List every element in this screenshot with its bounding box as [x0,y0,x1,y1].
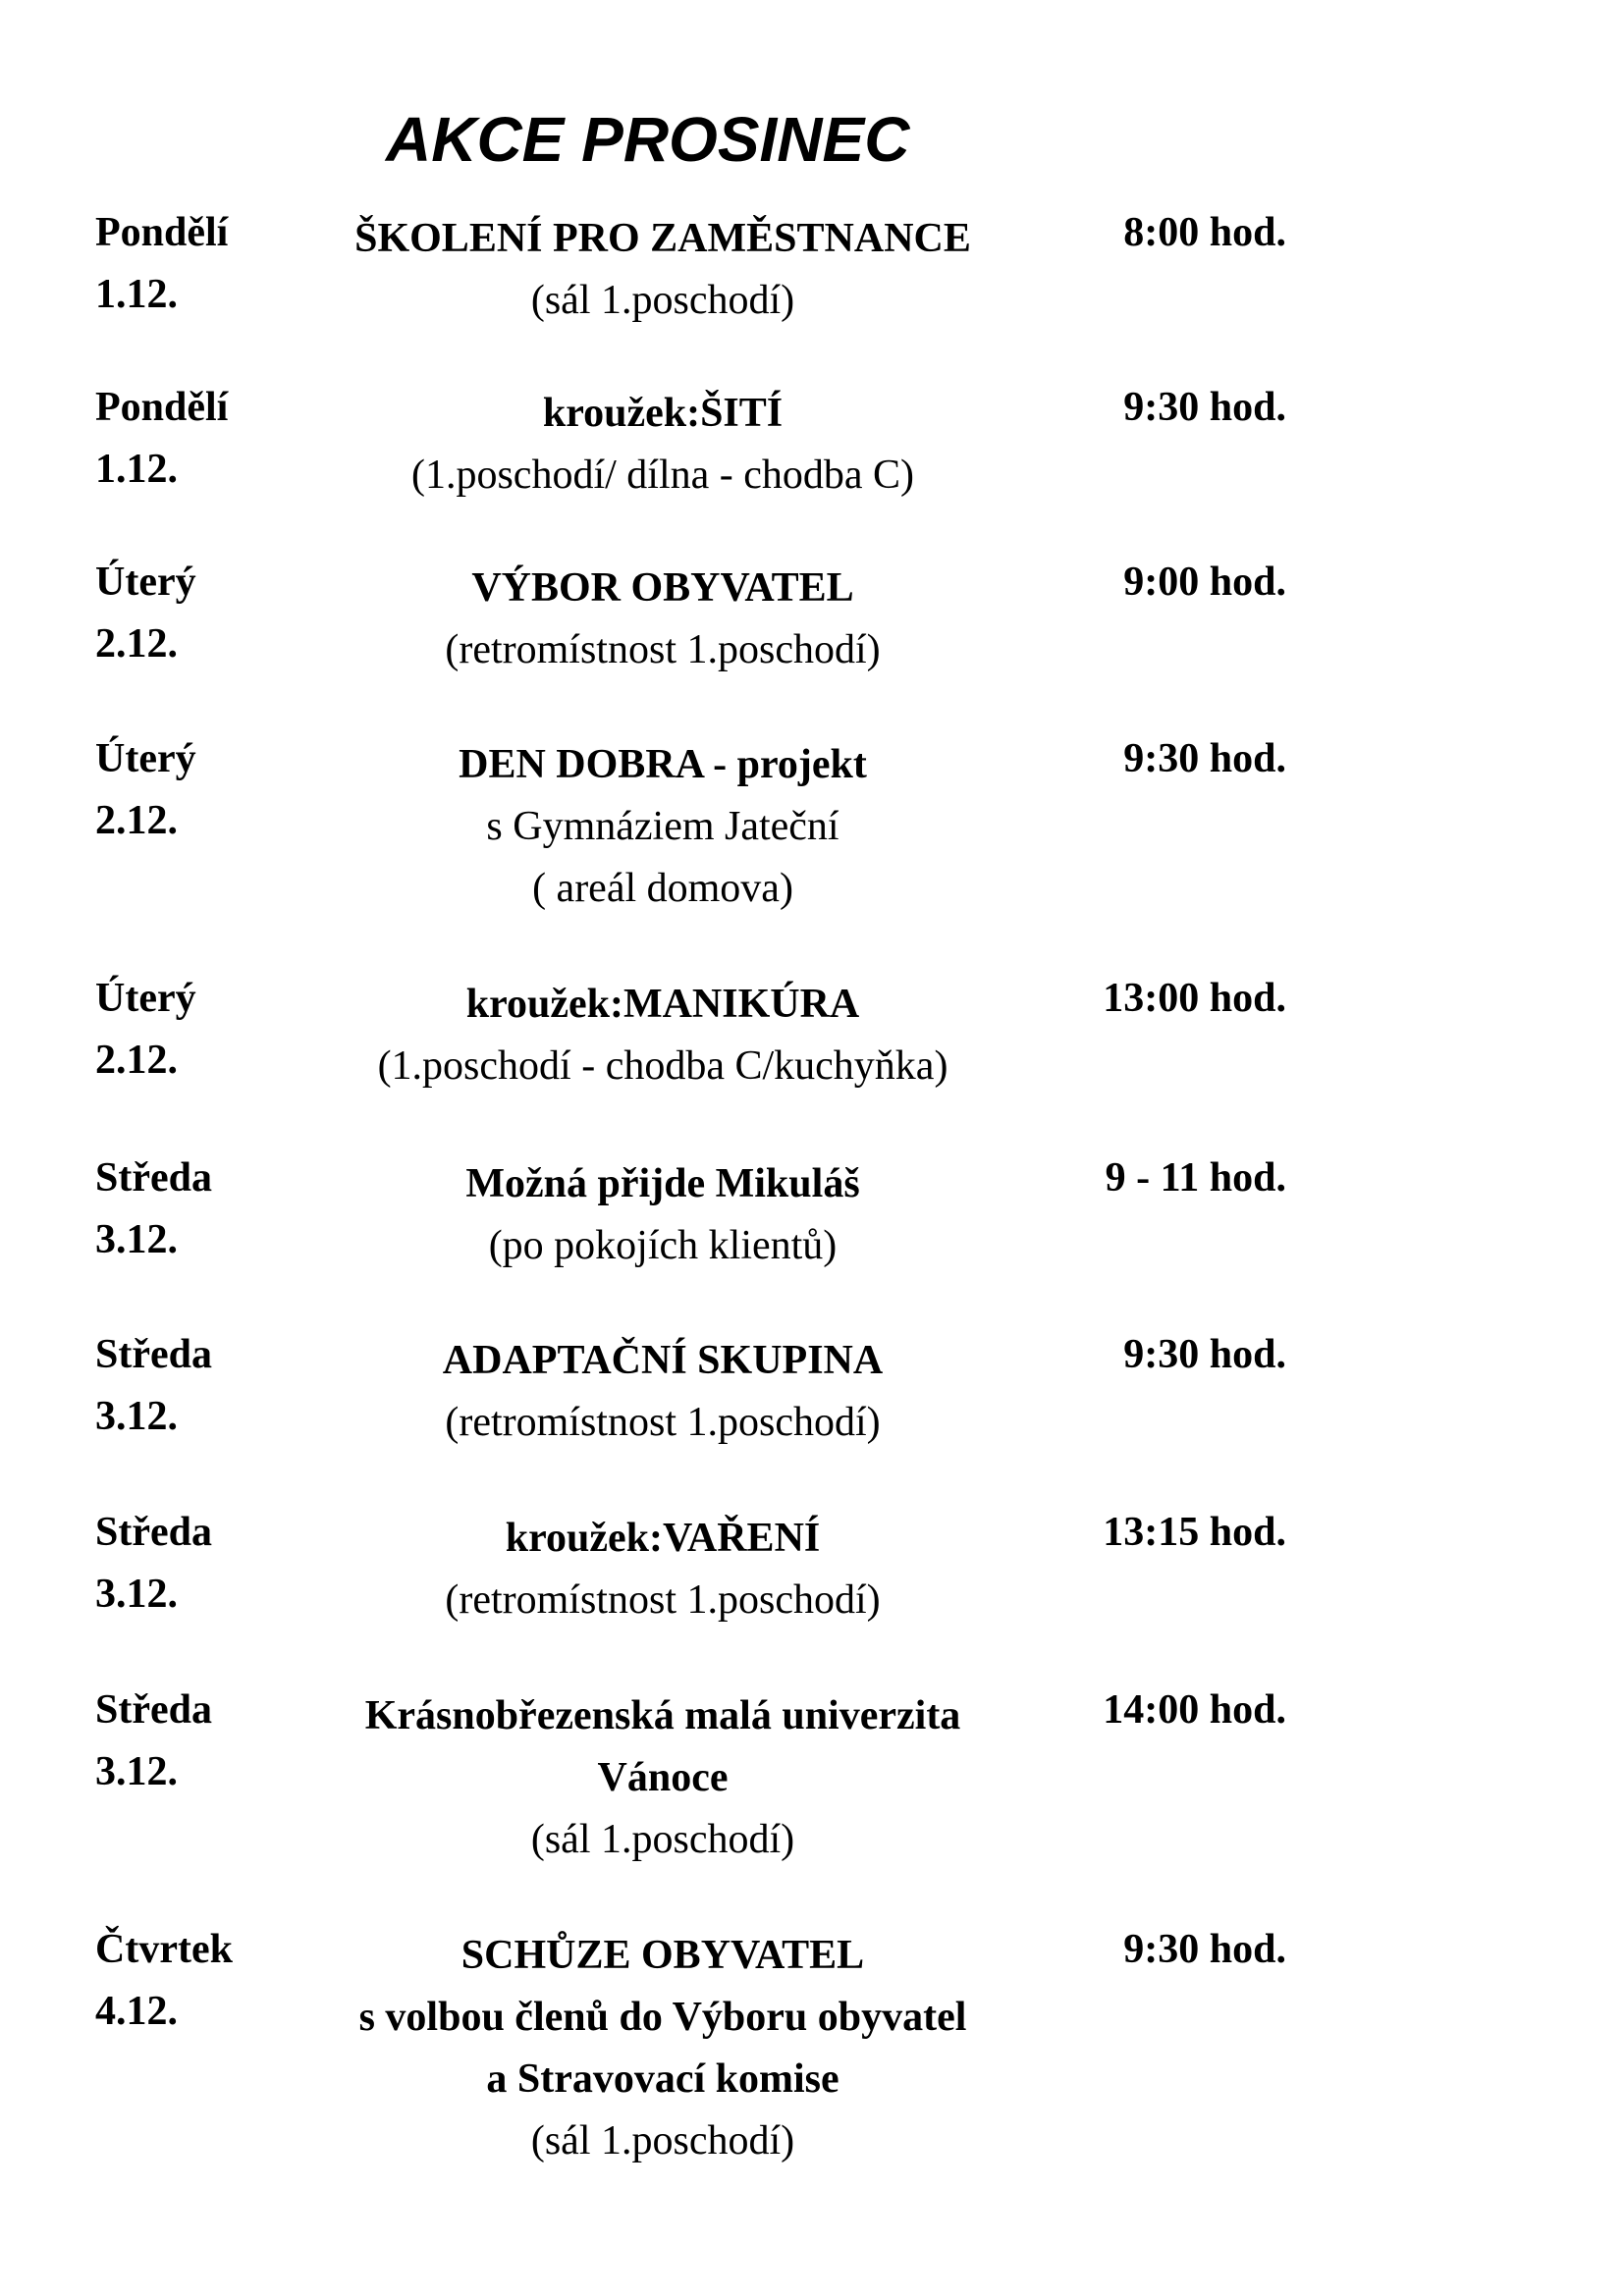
event-time: 13:15 hod. [1103,1510,1286,1555]
event-location: (retromístnost 1.poschodí) [445,627,881,672]
event-name: SCHŮZE OBYVATEL [460,1933,865,1978]
event-name: kroužek:ŠITÍ [542,391,784,436]
event-time: 9:30 hod. [1123,1332,1286,1377]
event-name: kroužek:MANIKÚRA [465,982,860,1027]
event-location: (sál 1.poschodí) [530,1817,795,1862]
event-day: Středa [95,1155,212,1201]
event-day: Středa [95,1510,212,1555]
event-location: ( areál domova) [532,866,793,911]
event-date: 1.12. [95,447,178,492]
event-time: 9:30 hod. [1123,736,1286,781]
event-location: (1.poschodí - chodba C/kuchyňka) [377,1043,948,1089]
event-day: Úterý [95,736,196,781]
event-time: 9:00 hod. [1123,560,1286,605]
event-details [270,974,1056,1097]
event-details [270,558,1056,681]
event-day: Úterý [95,560,196,605]
event-name: DEN DOBRA - projekt [459,742,867,787]
event-location: (sál 1.poschodí) [530,2118,795,2163]
event-date: 2.12. [95,621,178,667]
event-date: 3.12. [95,1394,178,1439]
event-time: 8:00 hod. [1123,210,1286,255]
event-day: Úterý [95,976,196,1021]
event-date: 4.12. [95,1989,178,2034]
event-time: 14:00 hod. [1103,1687,1286,1733]
event-date: 2.12. [95,798,178,843]
event-day: Pondělí [95,385,229,430]
page-title: AKCE PROSINEC [386,104,910,175]
event-location: (retromístnost 1.poschodí) [445,1577,881,1623]
event-location: (po pokojích klientů) [488,1223,838,1268]
event-day: Čtvrtek [95,1927,233,1972]
event-name: kroužek:VAŘENÍ [505,1516,821,1561]
event-details [270,208,1056,332]
event-location: (sál 1.poschodí) [530,278,795,323]
event-day: Pondělí [95,210,229,255]
event-date: 3.12. [95,1749,178,1794]
event-details [270,734,1056,920]
event-details [270,383,1056,507]
event-date: 2.12. [95,1038,178,1083]
event-date: 3.12. [95,1572,178,1617]
event-extra: s Gymnáziem Jateční [486,804,839,849]
event-details [270,1330,1056,1454]
event-date: 1.12. [95,272,178,317]
event-details [270,1685,1056,1871]
event-time: 9:30 hod. [1123,1927,1286,1972]
event-time: 9:30 hod. [1123,385,1286,430]
event-location: (retromístnost 1.poschodí) [445,1400,881,1445]
event-location: (1.poschodí/ dílna - chodba C) [410,453,915,498]
event-time: 13:00 hod. [1103,976,1286,1021]
event-day: Středa [95,1332,212,1377]
event-date: 3.12. [95,1217,178,1262]
event-time: 9 - 11 hod. [1105,1155,1286,1201]
event-name: Možná přijde Mikuláš [465,1161,860,1206]
event-extra: Vánoce [597,1755,729,1800]
event-name: Krásnobřezenská malá univerzita [364,1693,961,1738]
event-extra: s volbou členů do Výboru obyvatel [358,1995,967,2040]
event-name: VÝBOR OBYVATEL [471,565,854,611]
event-details [270,1153,1056,1277]
event-name: ADAPTAČNÍ SKUPINA [442,1338,884,1383]
event-details [270,1925,1056,2172]
event-name: ŠKOLENÍ PRO ZAMĚSTNANCE [354,216,971,261]
event-extra-2: a Stravovací komise [486,2056,839,2102]
event-day: Středa [95,1687,212,1733]
event-details [270,1508,1056,1631]
